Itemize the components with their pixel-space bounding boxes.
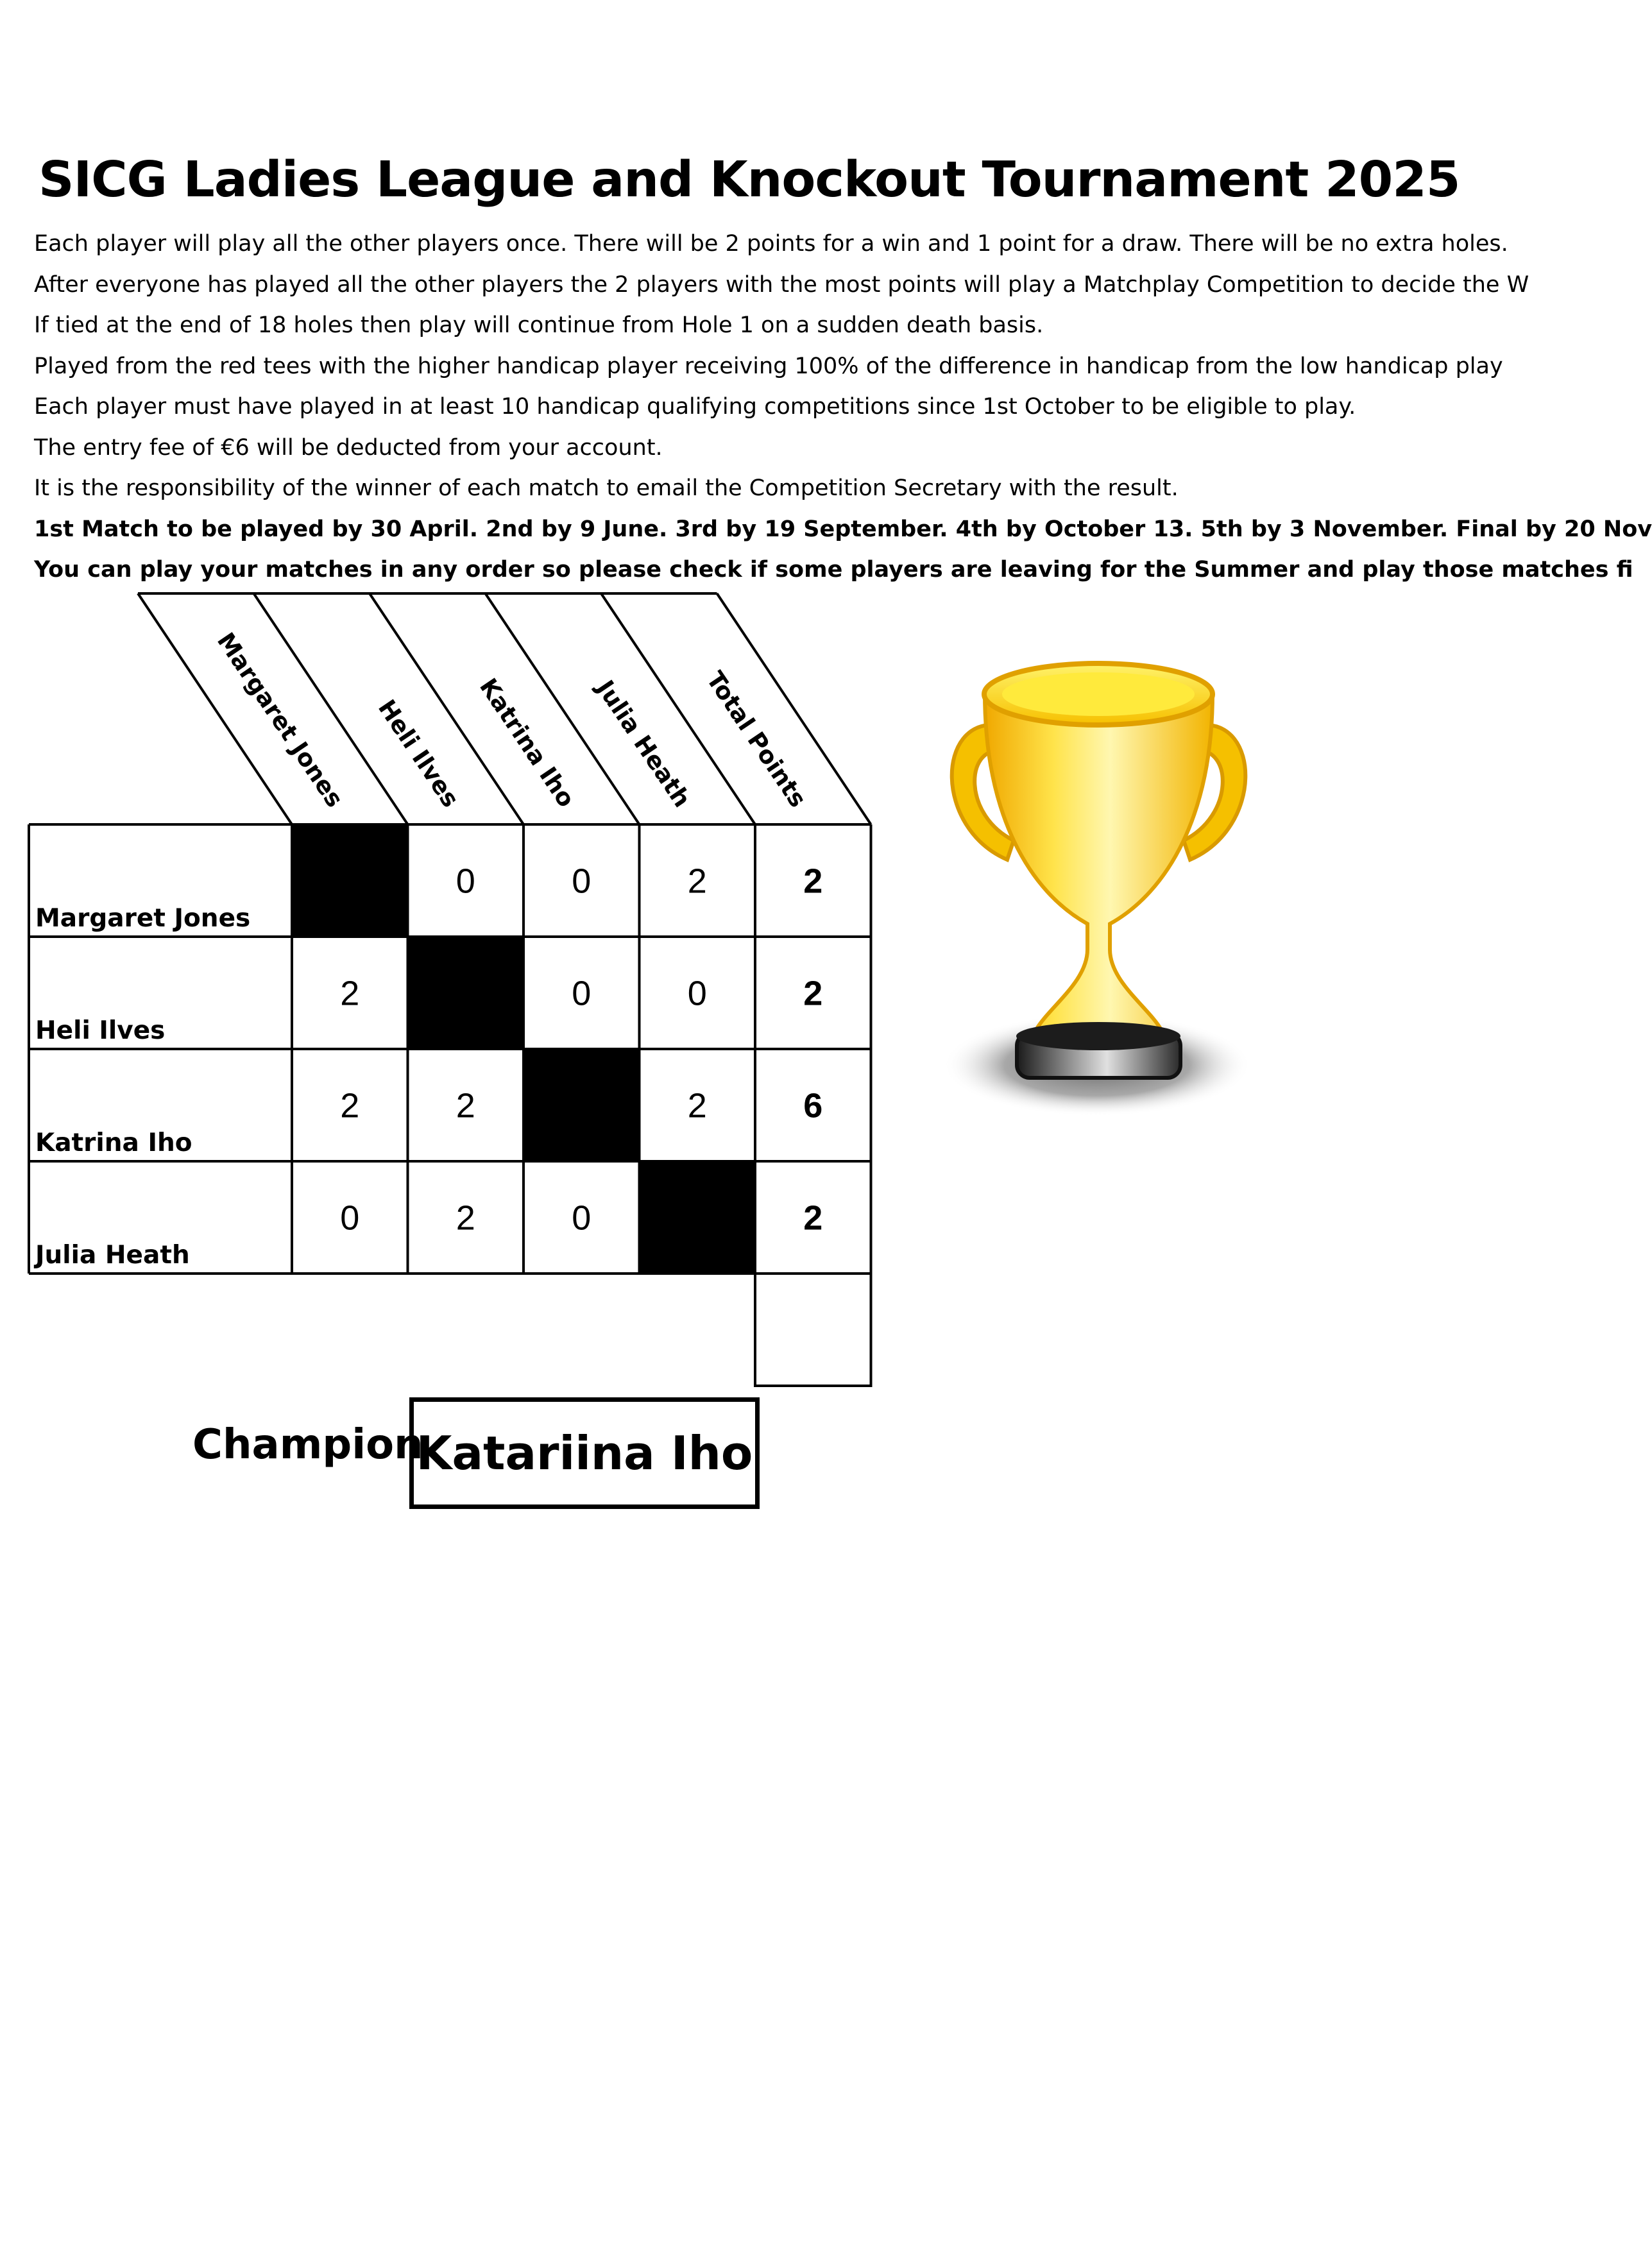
- column-header: Julia Heath: [591, 675, 696, 813]
- champion-label: Champion: [192, 1421, 423, 1469]
- score-cell: 0: [572, 1198, 592, 1238]
- score-cell: 2: [687, 862, 707, 901]
- score-cell: 2: [687, 1086, 707, 1125]
- column-header: Katrina Iho: [474, 673, 581, 813]
- total-points-cell: 2: [803, 1198, 823, 1238]
- score-cell: 0: [572, 974, 592, 1013]
- score-cell: 2: [340, 974, 360, 1013]
- column-header: Margaret Jones: [211, 627, 349, 813]
- rule-line: The entry fee of €6 will be deducted from your account.: [34, 434, 663, 461]
- champion-name: Katariina Iho: [416, 1426, 753, 1480]
- rule-line: After everyone has played all the other players the 2 players with the most points will play a Matchplay Competition to decide the W: [34, 271, 1529, 298]
- rule-line: You can play your matches in any order so please check if some players are leaving for the Summer and play those matches fi: [34, 557, 1633, 583]
- total-points-cell: 6: [803, 1086, 823, 1125]
- rule-line: If tied at the end of 18 holes then play will continue from Hole 1 on a sudden death basis.: [34, 312, 1044, 338]
- score-cell: 0: [456, 862, 475, 901]
- score-cell: 2: [340, 1086, 360, 1125]
- rule-line: It is the responsibility of the winner of each match to email the Competition Secretary with the result.: [34, 475, 1179, 501]
- score-cell: 0: [572, 862, 592, 901]
- rule-line: Each player must have played in at least 10 handicap qualifying competitions since 1st October to be eligible to play.: [34, 394, 1356, 420]
- rule-line: Each player will play all the other players once. There will be 2 points for a win and 1 point for a draw. There will be no extra holes.: [34, 231, 1508, 257]
- rule-line: Played from the red tees with the higher handicap player receiving 100% of the difference in handicap from the low handicap play: [34, 353, 1503, 379]
- score-cell: 2: [456, 1198, 475, 1238]
- extra-total-cell: [755, 1274, 871, 1386]
- score-cell: 2: [456, 1086, 475, 1125]
- rule-line: 1st Match to be played by 30 April. 2nd by 9 June. 3rd by 19 September. 4th by October 13. 5th by 3 November. Final by 20 Nov: [34, 516, 1652, 542]
- trophy-icon: [937, 648, 1270, 1148]
- total-points-cell: 2: [803, 862, 823, 901]
- row-name: Heli Ilves: [35, 1016, 166, 1045]
- champion-box: [409, 1397, 760, 1509]
- score-cell: 0: [340, 1198, 360, 1238]
- score-cell: 0: [687, 974, 707, 1013]
- blocked-cell: [640, 1161, 756, 1274]
- blocked-cell: [408, 937, 524, 1049]
- column-header: Heli Ilves: [372, 694, 464, 813]
- column-header: Total Points: [701, 666, 812, 813]
- row-name: Julia Heath: [35, 1241, 190, 1270]
- row-name: Margaret Jones: [35, 904, 251, 933]
- page-title: SICG Ladies League and Knockout Tournament 2025: [38, 151, 1460, 209]
- blocked-cell: [292, 824, 408, 937]
- total-points-cell: 2: [803, 974, 823, 1013]
- blocked-cell: [524, 1049, 640, 1161]
- row-name: Katrina Iho: [35, 1129, 192, 1157]
